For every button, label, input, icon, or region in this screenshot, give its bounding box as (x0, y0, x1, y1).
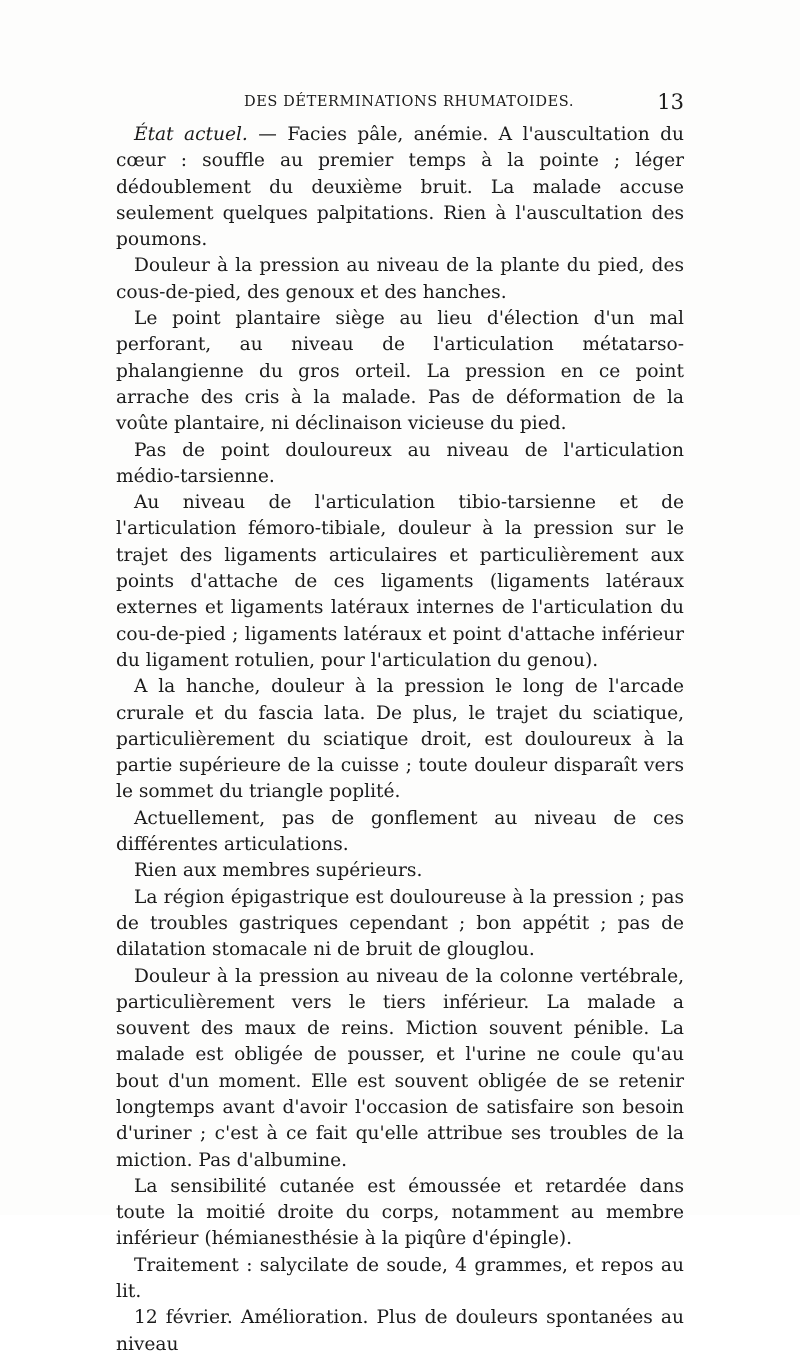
body-text (116, 122, 684, 1358)
paragraph-etat-actuel (116, 122, 684, 253)
paragraph: La sensibilité cutanée est émoussée et retardée dans toute la moitié droite du corps, notamment au membre inférieur (hémianesthésie à la piqûre d'épingle). (116, 1175, 684, 1250)
paragraph: Le point plantaire siège au lieu d'élection d'un mal perforant, au niveau de l'articulation métatarso-phalangienne du gros orteil. La pression en ce point arrache des cris à la malade. Pas de déformation de la voûte plantaire, ni déclinaison vicieuse du pied. (116, 308, 684, 435)
running-title: DES DÉTERMINATIONS RHUMATOIDES. (244, 94, 575, 110)
paragraph: Au niveau de l'articulation tibio-tarsienne et de l'articulation fémoro-tibiale, douleur à la pression sur le trajet des ligaments articulaires et particulièrement aux points d'attache de ces ligaments (ligaments latéraux externes et ligaments latéraux internes de l'articulation du cou-de-pied ; ligaments latéraux et point d'attache inférieur du ligament rotulien, pour l'articulation du genou). (116, 492, 684, 671)
page-number: 13 (657, 90, 684, 114)
paragraph: Rien aux membres supérieurs. (134, 860, 423, 882)
paragraph: Douleur à la pression au niveau de la colonne vertébrale, particulièrement vers le tiers inférieur. La malade a souvent des maux de reins. Miction souvent pénible. La malade est obligée de pousser, et l'urine ne coule qu'au bout d'un moment. Elle est souvent obligée de se retenir longtemps avant d'avoir l'occasion de satisfaire son besoin d'uriner ; c'est à ce fait qu'elle attribue ses troubles de la miction. Pas d'albumine. (116, 965, 684, 1171)
paragraph: Traitement : salycilate de soude, 4 grammes, et repos au lit. (116, 1254, 684, 1303)
paragraph: Actuellement, pas de gonflement au niveau de ces différentes articulations. (116, 807, 684, 856)
paragraph: La région épigastrique est douloureuse à la pression ; pas de troubles gastriques cependant ; bon appétit ; pas de dilatation stomacale ni de bruit de glouglou. (116, 886, 684, 961)
paragraph-lead: État actuel. (134, 124, 248, 145)
paragraph: A la hanche, douleur à la pression le long de l'arcade crurale et du fascia lata. De plus, le trajet du sciatique, particulièrement du sciatique droit, est douloureux à la partie supérieure de la cuisse ; toute douleur disparaît vers le sommet du triangle poplité. (116, 676, 684, 803)
paragraph: 12 février. Amélioration. Plus de douleurs spontanées au niveau (116, 1307, 684, 1355)
paragraph: Pas de point douloureux au niveau de l'articulation médio-tarsienne. (116, 439, 684, 487)
paragraph: Douleur à la pression au niveau de la plante du pied, des cous-de-pied, des genoux et des hanches. (116, 255, 684, 303)
paragraph-text: — Facies pâle, anémie. A l'auscultation du cœur : souffle au premier temps à la pointe ; léger dédoublement du deuxième bruit. La malade accuse seulement quelques palpitations. Rien à l'auscultation des poumons. (116, 124, 685, 251)
running-head (116, 90, 684, 120)
